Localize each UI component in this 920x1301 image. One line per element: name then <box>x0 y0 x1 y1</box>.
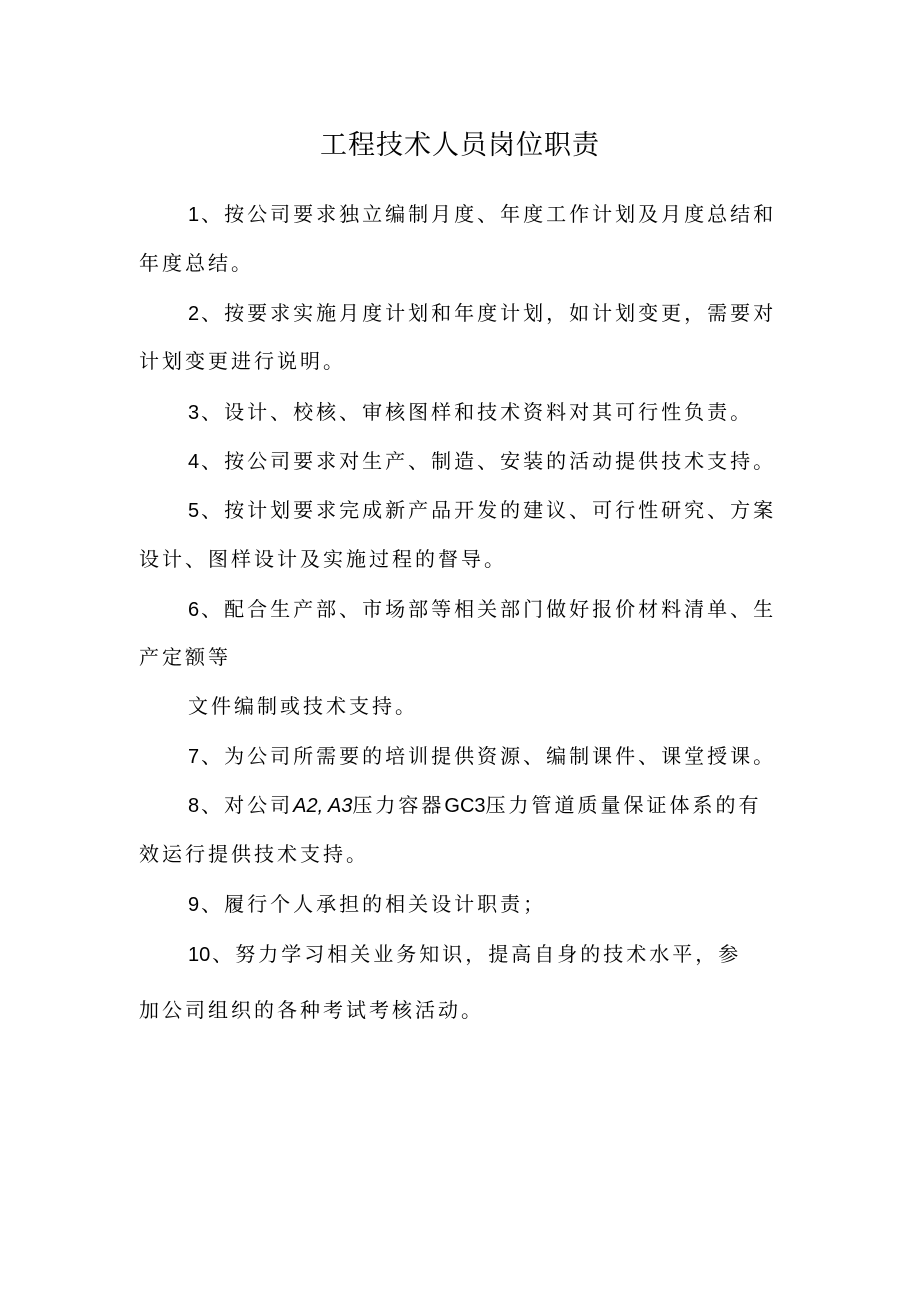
list-item-1-line-2: 年度总结。 <box>139 251 254 275</box>
list-item-4 <box>188 446 776 477</box>
item-text: 、按公司要求独立编制月度、年度工作计划及月度总结和 <box>201 202 777 226</box>
item-text: 、努力学习相关业务知识，提高自身的技术水平，参 <box>212 942 742 966</box>
item-number: 7 <box>188 746 200 768</box>
list-item-5-line-2: 设计、图样设计及实施过程的督导。 <box>139 547 507 571</box>
item-text: 、设计、校核、审核图样和技术资料对其可行性负责。 <box>201 400 754 424</box>
list-item-6-line-3: 文件编制或技术支持。 <box>188 694 418 718</box>
list-item-6-line-2: 产定额等 <box>139 645 231 669</box>
list-item-7 <box>188 741 776 772</box>
document-title: 工程技术人员岗位职责 <box>320 130 600 161</box>
item-text: 、对公司 <box>201 793 294 817</box>
item-code: GC3 <box>444 795 486 817</box>
list-item-2-line-2: 计划变更进行说明。 <box>139 349 346 373</box>
item-number: 1 <box>188 204 200 226</box>
list-item-2-line-1 <box>188 298 776 329</box>
list-item-10-line-1 <box>188 939 741 970</box>
item-text: 压力容器 <box>352 793 445 817</box>
list-item-8-line-2: 效运行提供技术支持。 <box>139 842 369 866</box>
item-text: 、履行个人承担的相关设计职责； <box>201 892 547 916</box>
list-item-3 <box>188 397 753 428</box>
item-number: 6 <box>188 599 200 621</box>
item-number: 8 <box>188 795 200 817</box>
item-number: 3 <box>188 402 200 424</box>
list-item-5-line-1 <box>188 495 776 526</box>
item-text: 、按计划要求完成新产品开发的建议、可行性研究、方案 <box>201 498 777 522</box>
item-text: 、按要求实施月度计划和年度计划，如计划变更，需要对 <box>201 301 777 325</box>
list-item-6-line-1 <box>188 594 776 625</box>
item-code: A2, A3 <box>293 795 353 817</box>
list-item-1-line-1 <box>188 199 776 230</box>
item-text: 、为公司所需要的培训提供资源、编制课件、课堂授课。 <box>201 744 777 768</box>
item-text: 、按公司要求对生产、制造、安装的活动提供技术支持。 <box>201 449 777 473</box>
item-number: 4 <box>188 451 200 473</box>
item-text: 压力管道质量保证体系的有 <box>485 793 762 817</box>
item-number: 2 <box>188 303 200 325</box>
item-number: 5 <box>188 500 200 522</box>
item-number: 9 <box>188 894 200 916</box>
list-item-9 <box>188 889 546 920</box>
list-item-10-line-2: 加公司组织的各种考试考核活动。 <box>139 998 484 1022</box>
item-number: 10 <box>188 944 211 966</box>
item-text: 、配合生产部、市场部等相关部门做好报价材料清单、生 <box>201 597 777 621</box>
list-item-8-line-1 <box>188 790 762 821</box>
